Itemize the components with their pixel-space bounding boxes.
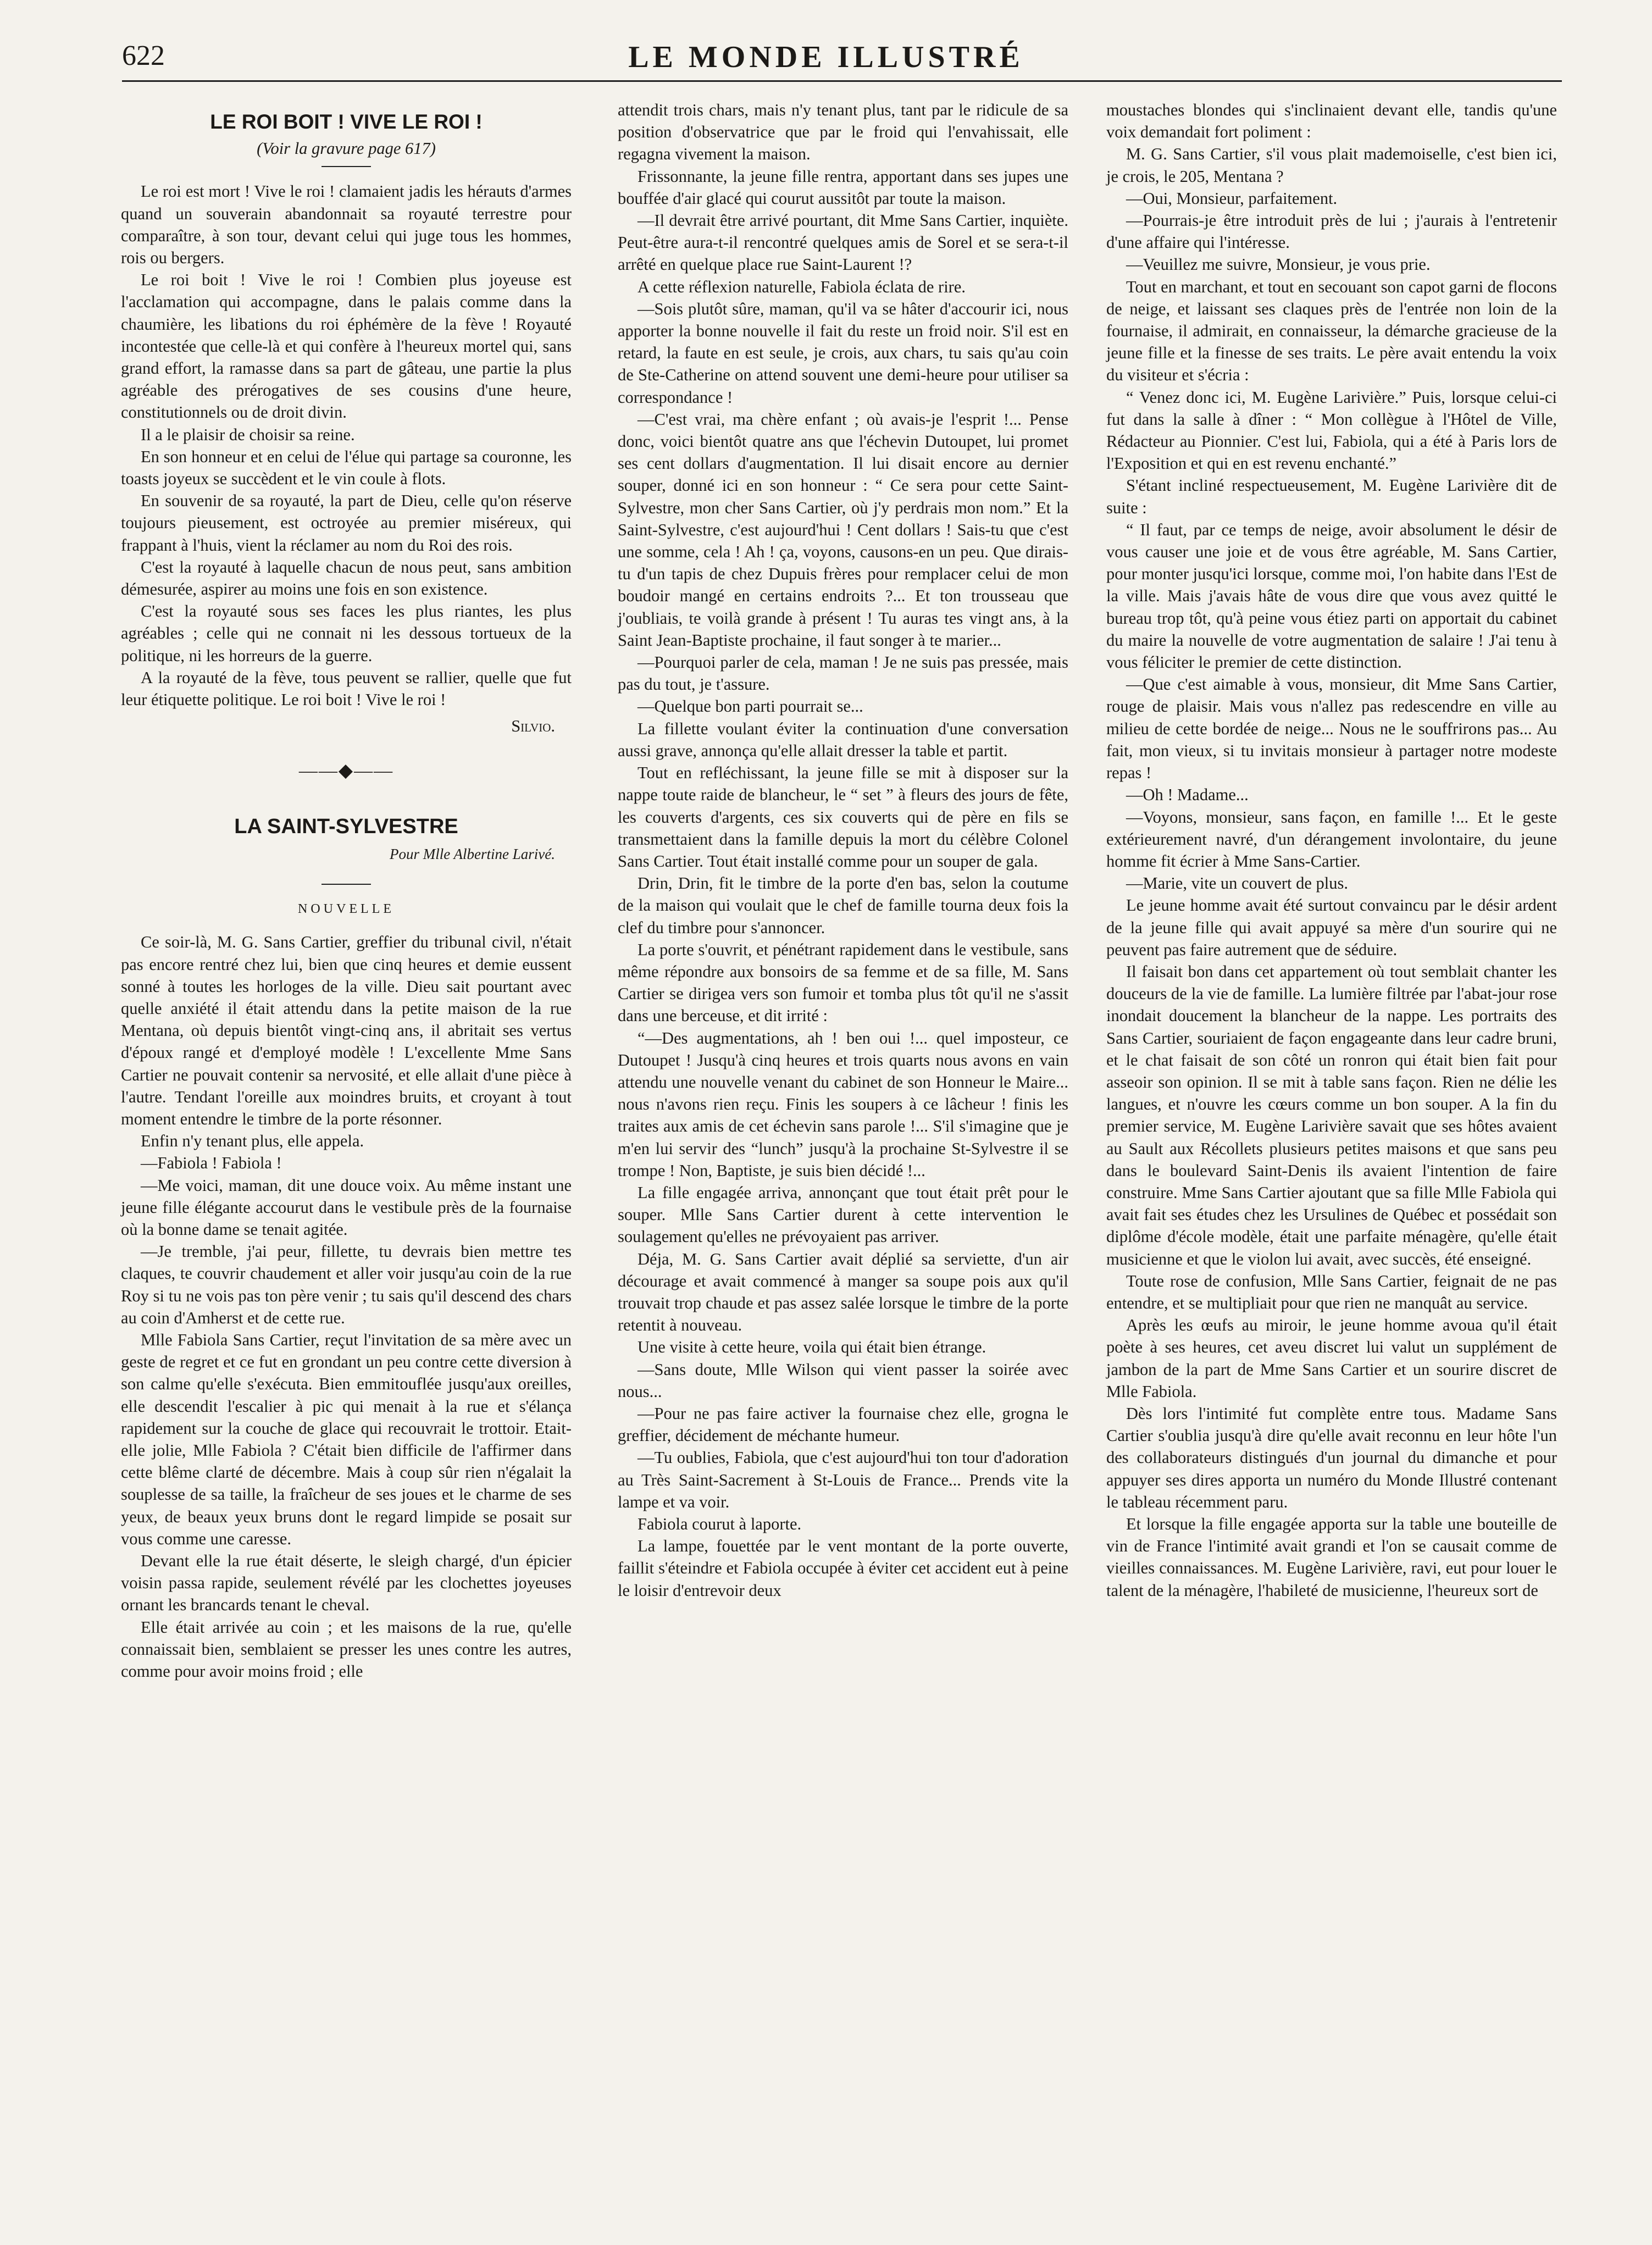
story-body-part-2 xyxy=(618,99,1068,1601)
paragraph: “—Des augmentations, ah ! ben oui !... quel imposteur, ce Dutoupet ! Jusqu'à cinq heures et trois quarts nous avons en vain attendu une nouvelle venant du cabinet de son Honneur le Maire... nous n'avons rien reçu. Finis les soupers à ce lâcheur ! finis les traites aux amis de cet échevin sans parole !... S'il s'imagine que je m'en lui servir des “lunch” jusqu'à la prochaine St-Sylvestre il se trompe ! Non, Baptiste, je suis bien décidé !... xyxy=(618,1028,1068,1180)
paragraph: Devant elle la rue était déserte, le sleigh chargé, d'un épicier voisin passa rapide, seulement révélé par les clochettes joyeuses ornant les brancards tenant le cheval. xyxy=(121,1551,572,1615)
paragraph: Déja, M. G. Sans Cartier avait déplié sa serviette, d'un air décourage et avait commencé à manger sa soupe pois aux qu'il trouvait trop chaude et pas assez salée lorsque le timbre de la porte retentit à nouveau. xyxy=(618,1249,1068,1335)
paragraph: Drin, Drin, fit le timbre de la porte d'en bas, selon la coutume de la maison qui voulait que le chef de famille tourna deux fois la clef du timbre pour s'annoncer. xyxy=(618,874,1068,937)
paragraph: —Oh ! Madame... xyxy=(1126,785,1249,805)
paragraph: M. G. Sans Cartier, s'il vous plait mademoiselle, c'est bien ici, je crois, le 205, Mentana ? xyxy=(1106,145,1557,186)
paragraph: Ce soir-là, M. G. Sans Cartier, greffier du tribunal civil, n'était pas encore rentré chez lui, bien que cinq heures et demie eussent sonné à toutes les horloges de la ville. Dieu sait pourtant avec quelle anxiété il était attendu dans la petite maison de la rue Mentana, où depuis bientôt vingt-cinq ans, il abritait ses vertus d'époux rangé et d'employé modèle ! L'excellente Mme Sans Cartier ne pouvait contenir sa nervosité, et elle allait d'une pièce à l'autre. Tendant l'oreille aux moindres bruits, et croyant à tout moment entendre le timbre de la porte résonner. xyxy=(121,933,572,1128)
paragraph: La fillette voulant éviter la continuation d'une conversation aussi grave, annonça qu'elle allait dresser la table et partit. xyxy=(618,719,1068,760)
paragraph: Il faisait bon dans cet appartement où tout semblait chanter les douceurs de la vie de famille. La lumière filtrée par l'abat-jour rose inondait doucement la blancheur de la nappe. Les portraits des Sans Cartier, souriaient de façon engageante dans leur cadre bruni, et le chat faisait de son côté un ronron qui était bien fait pour asseoir son opinion. Il se mit à table sans façon. Rien ne délie les langues, et n'ouvre les cœurs comme un bon souper. A la fin du premier service, M. Eugène Larivière savait que ses hôtes avaient au Sault aux Récollets plusieurs petites maisons et que sans peu dans le boulevard Saint-Denis ils avaient l'intention de faire construire. Mme Sans Cartier ajoutant que sa fille Mlle Fabiola qui avait fait ses études chez les Ursulines de Québec et possédait son diplôme d'école modèle, était une parfaite ménagère, qu'elle était musicienne et que le violon lui avait, avec succès, été enseigné. xyxy=(1106,962,1557,1268)
paragraph: Une visite à cette heure, voila qui était bien étrange. xyxy=(637,1338,986,1357)
paragraph: Le roi boit ! Vive le roi ! Combien plus joyeuse est l'acclamation qui accompagne, dans le palais comme dans la chaumière, les libations du roi éphémère de la fève ! Royauté incontestée que celle-là et qui confère à l'heureux mortel qui, sans grand effort, la ramasse dans sa part de gâteau, une partie la plus agréable des prérogatives de ses cousins d'une heure, constitutionnels ou de droit divin. xyxy=(121,270,572,422)
paragraph: A cette réflexion naturelle, Fabiola éclata de rire. xyxy=(637,277,966,296)
story-body-part-3 xyxy=(1106,99,1557,1601)
paragraph: Tout en refléchissant, la jeune fille se mit à disposer sur la nappe toute raide de blancheur, le “ set ” à fleurs des jours de fête, les couverts d'argents, ces six couverts qui de père en fils se transmettaient dans la famille depuis la mort du célèbre Colonel Sans Cartier. Tout était installé comme pour un souper de gala. xyxy=(618,763,1068,871)
paragraph: —Oui, Monsieur, parfaitement. xyxy=(1126,189,1338,208)
paragraph: Elle était arrivée au coin ; et les maisons de la rue, qu'elle connaissait bien, semblaient se presser les unes contre les autres, comme pour avoir moins froid ; elle xyxy=(121,1617,572,1681)
page-number: 622 xyxy=(122,40,165,71)
paragraph: La porte s'ouvrit, et pénétrant rapidement dans le vestibule, sans même répondre aux bonsoirs de sa femme et de sa fille, M. Sans Cartier se dirigea vers son fumoir et tomba plus tôt qu'il ne s'assit dans une berceuse, et dit irrité : xyxy=(618,940,1068,1026)
paragraph: Il a le plaisir de choisir sa reine. xyxy=(141,425,355,444)
paragraph: En son honneur et en celui de l'élue qui partage sa couronne, les toasts joyeux se succèdent et le vin coule à flots. xyxy=(121,447,572,489)
paragraph: Et lorsque la fille engagée apporta sur la table une bouteille de vin de France l'intimité avait grandi et l'on se causait comme de vieilles connaissances. M. Eugène Larivière, ravi, eut pour louer le talent de la ménagère, l'habileté de musicienne, l'heureux sort de xyxy=(1106,1515,1557,1600)
ornament-divider: ——◆—— xyxy=(298,761,394,781)
paragraph: —Quelque bon parti pourrait se... xyxy=(637,697,863,716)
column-1 xyxy=(121,99,572,1682)
paragraph: Toute rose de confusion, Mlle Sans Cartier, feignait de ne pas entendre, et se multipliait pour que rien ne manquât au service. xyxy=(1106,1271,1557,1312)
paragraph: A la royauté de la fève, tous peuvent se rallier, quelle que fut leur étiquette politique. Le roi boit ! Vive le roi ! xyxy=(121,668,572,709)
paragraph: “ Venez donc ici, M. Eugène Larivière.” Puis, lorsque celui-ci fut dans la salle à dîner : “ Mon collègue à l'Hôtel de Ville, Rédacteur au Pionnier. C'est lui, Fabiola, qui a été à Paris lors de l'Exposition et qui en est revenu enchanté.” xyxy=(1106,387,1557,473)
paragraph: La fille engagée arriva, annonçant que tout était prêt pour le souper. Mlle Sans Cartier durent à cette intervention le soulagement qu'elles ne prévoyaient pas arriver. xyxy=(618,1183,1068,1246)
paragraph: En souvenir de sa royauté, la part de Dieu, celle qu'on réserve toujours pieusement, est octroyée au premier miséreux, qui frappant à l'huis, vient la réclamer au nom du Roi des rois. xyxy=(121,491,572,555)
paragraph: Enfin n'y tenant plus, elle appela. xyxy=(141,1132,364,1151)
article-title: LE ROI BOIT ! VIVE LE ROI ! xyxy=(210,110,483,133)
story-body-part-1 xyxy=(121,931,572,1682)
divider xyxy=(321,166,371,167)
paragraph: —Pourrais-je être introduit près de lui ; j'aurais à l'entretenir d'une affaire qui l'intéresse. xyxy=(1106,211,1557,252)
paragraph: Dès lors l'intimité fut complète entre tous. Madame Sans Cartier s'oublia jusqu'à dire qu'elle avait reconnu en leur hôte l'un des collaborateurs distingués d'un journal du dimanche et pour appuyer ses dires apporta un numéro du Monde Illustré contenant le tableau récemment paru. xyxy=(1106,1404,1557,1511)
paragraph: attendit trois chars, mais n'y tenant plus, tant par le ridicule de sa position d'observatrice que par le froid qui l'envahissait, elle regagna vivement la maison. xyxy=(618,101,1068,164)
paragraph: Fabiola courut à laporte. xyxy=(637,1515,802,1533)
paragraph: —Il devrait être arrivé pourtant, dit Mme Sans Cartier, inquiète. Peut-être aura-t-il rencontré quelques amis de Sorel et se sera-t-il arrêté en quelque place rue Saint-Laurent !? xyxy=(618,211,1068,274)
paragraph: —Sois plutôt sûre, maman, qu'il va se hâter d'accourir ici, nous apporter la bonne nouvelle il fait du reste un froid noir. S'il est en retard, la faute en est seule, je crois, aux chars, tu sais qu'au coin de Ste-Catherine on attend souvent une demi-heure pour utiliser sa correspondance ! xyxy=(618,299,1068,407)
paragraph: Après les œufs au miroir, le jeune homme avoua qu'il était poète à ses heures, cet aveu discret lui valut un supplément de jambon de la part de Mme Sans Cartier et un sourire discret de Mlle Fabiola. xyxy=(1106,1316,1557,1401)
paragraph: —C'est vrai, ma chère enfant ; où avais-je l'esprit !... Pense donc, voici bientôt quatre ans que l'échevin Dutoupet, lui promet ses cent dollars d'augmentation. Il lui disait encore au dernier souper, donné ici en son honneur : “ Ce sera pour cette Saint-Sylvestre, mon cher Sans Cartier, où j'y perdrais mon nom.” Et la Saint-Sylvestre, c'est aujourd'hui ! Cent dollars ! Sais-tu que c'est une somme, cela ! Ah ! ça, voyons, causons-en un peu. Que dirais-tu d'un tapis de chez Dupuis frères pour remplacer celui de mon boudoir mangé en certains endroits ?... Et ton trousseau que j'oubliais, te voilà grande à présent ! Tu auras tes vingt ans, à la Saint Jean-Baptiste prochaine, il faut songer à te marier... xyxy=(618,409,1068,650)
paragraph: “ Il faut, par ce temps de neige, avoir absolument le désir de vous causer une joie et de vous être agréable, M. Sans Cartier, pour monter jusqu'ici lorsque, comme moi, l'on habite dans l'Est de la ville. Mais j'avais hâte de vous dire que vous avez quitté le bureau trop tôt, qu'à peine vous étiez parti on apportait du cabinet du maire la nouvelle de votre augmentation de salaire ! J'ai tenu à vous féliciter le premier de cette distinction. xyxy=(1106,520,1557,672)
paragraph: —Voyons, monsieur, sans façon, en famille !... Et le geste extérieurement navré, d'un dérangement involontaire, du jeune homme fit écrier à Mme Sans-Cartier. xyxy=(1106,807,1557,871)
paragraph: C'est la royauté à laquelle chacun de nous peut, sans ambition démesurée, aspirer au moins une fois en son existence. xyxy=(121,557,572,599)
paragraph: —Veuillez me suivre, Monsieur, je vous prie. xyxy=(1126,255,1431,274)
paragraph: Le jeune homme avait été surtout convaincu par le désir ardent de la jeune fille qui avait appuyé sa mère d'un sourire qui ne peuvent pas faire autrement que de séduire. xyxy=(1106,896,1557,959)
paragraph: —Que c'est aimable à vous, monsieur, dit Mme Sans Cartier, rouge de plaisir. Mais vous n'allez pas redescendre en ville au milieu de cette bordée de neige... Nous ne le souffrirons pas... Au fait, mon vieux, si tu invitais monsieur à partager notre modeste repas ! xyxy=(1106,675,1557,783)
paragraph: Tout en marchant, et tout en secouant son capot garni de flocons de neige, et laissant ses claques près de l'entrée non loin de la fournaise, il admirait, en connaisseur, la démarche gracieuse de la jeune fille et la finesse de ses traits. Le père avait entendu la voix du visiteur et s'écria : xyxy=(1106,277,1557,385)
article-signature: Silvio. xyxy=(511,717,555,736)
journal-title: LE MONDE ILLUSTRÉ xyxy=(628,40,1024,74)
paragraph: moustaches blondes qui s'inclinaient devant elle, tandis qu'une voix demandait fort poliment : xyxy=(1106,101,1557,142)
paragraph: —Tu oublies, Fabiola, que c'est aujourd'hui ton tour d'adoration au Très Saint-Sacrement à St-Louis de France... Prends vite la lampe et va voir. xyxy=(618,1448,1068,1511)
paragraph: La lampe, fouettée par le vent montant de la porte ouverte, faillit s'éteindre et Fabiola occupée à éviter cet accident eut à peine le loisir d'entrevoir deux xyxy=(618,1537,1068,1600)
divider xyxy=(321,884,371,885)
column-3 xyxy=(1106,99,1557,1601)
story-title: LA SAINT-SYLVESTRE xyxy=(234,814,458,838)
article-body xyxy=(121,180,572,711)
paragraph: C'est la royauté sous ses faces les plus riantes, les plus agréables ; celle qui ne connait ni les dessous tortueux de la politique, ni les horreurs de la guerre. xyxy=(121,602,572,665)
paragraph: Mlle Fabiola Sans Cartier, reçut l'invitation de sa mère avec un geste de regret et ce fut en grondant un peu contre cette diversion à son calme qu'elle s'exécuta. Bien emmitouflée jusqu'aux oreilles, elle descendit l'escalier à pic qui menait à la rue et s'élança rapidement sur la couche de glace qui recouvrait le trottoir. Etait-elle jolie, Mlle Fabiola ? C'était bien difficile de l'affirmer dans cette blême clarté de décembre. Mais à coup sûr rien n'égalait la souplesse de sa taille, la fraîcheur de ses joues et le charme de ses yeux, de beaux yeux bruns dont le regard limpide se posait sur vous comme une caresse. xyxy=(121,1330,572,1548)
article-subtitle: (Voir la gravure page 617) xyxy=(257,139,436,158)
column-2 xyxy=(618,99,1068,1601)
paragraph: —Fabiola ! Fabiola ! xyxy=(141,1154,282,1173)
paragraph: Le roi est mort ! Vive le roi ! clamaient jadis les hérauts d'armes quand un souverain abandonnait sa royauté terrestre pour comparaître, à son tour, devant celui qui juge tous les hommes, rois ou bergers. xyxy=(121,182,572,268)
paragraph: —Marie, vite un couvert de plus. xyxy=(1126,874,1349,893)
paragraph: —Me voici, maman, dit une douce voix. Au même instant une jeune fille élégante accourut dans le vestibule près de la fournaise où la bonne dame se tenait agitée. xyxy=(121,1176,572,1239)
paragraph: —Pour ne pas faire activer la fournaise chez elle, grogna le greffier, décidement de méchante humeur. xyxy=(618,1404,1068,1445)
paragraph: Frissonnante, la jeune fille rentra, apportant dans ses jupes une bouffée d'air glacé qui courut aussitôt par toute la maison. xyxy=(618,167,1068,208)
paragraph: S'étant incliné respectueusement, M. Eugène Larivière dit de suite : xyxy=(1106,476,1557,517)
paragraph: —Pourquoi parler de cela, maman ! Je ne suis pas pressée, mais pas du tout, je t'assure. xyxy=(618,653,1068,694)
paragraph: —Sans doute, Mlle Wilson qui vient passer la soirée avec nous... xyxy=(618,1360,1068,1401)
paragraph: —Je tremble, j'ai peur, fillette, tu devrais bien mettre tes claques, te couvrir chaudement et aller voir jusqu'au coin de la rue Roy si tu ne vois pas ton père venir ; tu sais qu'il descend des chars au coin d'Amherst et de cette rue. xyxy=(121,1242,572,1327)
story-genre: NOUVELLE xyxy=(298,902,395,917)
header-rule xyxy=(122,80,1562,82)
story-dedication: Pour Mlle Albertine Larivé. xyxy=(390,845,555,862)
